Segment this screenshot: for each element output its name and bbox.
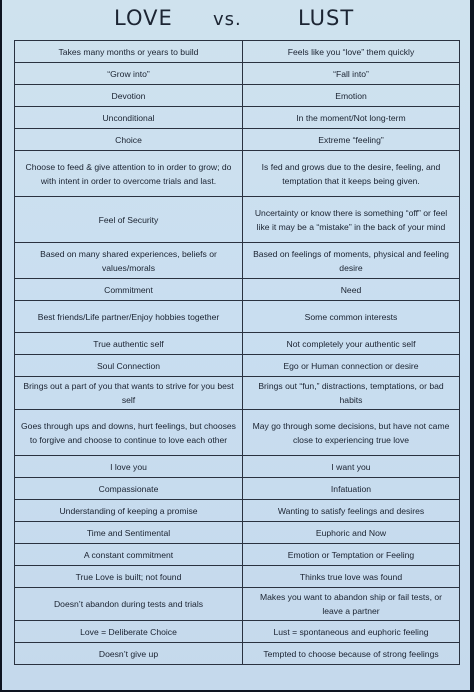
table-row	[15, 197, 460, 243]
love-cell: Brings out a part of you that wants to strive for you best self	[15, 377, 243, 410]
table-row	[15, 243, 460, 279]
love-cell: Goes through ups and downs, hurt feelings, but chooses to forgive and choose to continue to love each other	[15, 410, 243, 456]
title-row	[2, 6, 470, 42]
lust-cell: Based on feelings of moments, physical and feeling desire	[243, 243, 460, 279]
table-row	[15, 85, 460, 107]
lust-cell: Some common interests	[243, 301, 460, 333]
lust-cell: Uncertainty or know there is something “off” or feel like it may be a “mistake” in the back of your mind	[243, 197, 460, 243]
lust-cell: In the moment/Not long-term	[243, 107, 460, 129]
lust-cell: Extreme “feeling”	[243, 129, 460, 151]
love-cell: Takes many months or years to build	[15, 41, 243, 63]
lust-heading: LUST	[298, 6, 355, 30]
handout-sheet	[2, 0, 470, 690]
table-row	[15, 355, 460, 377]
love-cell: Commitment	[15, 279, 243, 301]
lust-cell: Ego or Human connection or desire	[243, 355, 460, 377]
table-row	[15, 377, 460, 410]
love-cell: A constant commitment	[15, 544, 243, 566]
love-vs-lust-table	[14, 40, 460, 665]
lust-cell: Is fed and grows due to the desire, feeling, and temptation that it keeps being given.	[243, 151, 460, 197]
table-row	[15, 279, 460, 301]
love-cell: Based on many shared experiences, beliefs or values/morals	[15, 243, 243, 279]
table-row	[15, 410, 460, 456]
versus-label: vs.	[213, 9, 242, 30]
love-cell: Unconditional	[15, 107, 243, 129]
lust-cell: Emotion or Temptation or Feeling	[243, 544, 460, 566]
table-body	[15, 41, 460, 665]
love-cell: Understanding of keeping a promise	[15, 500, 243, 522]
table-row	[15, 151, 460, 197]
table-row	[15, 301, 460, 333]
lust-cell: Feels like you “love” them quickly	[243, 41, 460, 63]
table-row	[15, 107, 460, 129]
lust-cell: Euphoric and Now	[243, 522, 460, 544]
love-cell: Choice	[15, 129, 243, 151]
love-cell: Doesn’t abandon during tests and trials	[15, 588, 243, 621]
lust-cell: “Fall into”	[243, 63, 460, 85]
lust-cell: Brings out “fun,” distractions, temptations, or bad habits	[243, 377, 460, 410]
love-cell: Love = Deliberate Choice	[15, 621, 243, 643]
lust-cell: Need	[243, 279, 460, 301]
table-row	[15, 63, 460, 85]
lust-cell: I want you	[243, 456, 460, 478]
lust-cell: Makes you want to abandon ship or fail tests, or leave a partner	[243, 588, 460, 621]
table-row	[15, 478, 460, 500]
love-cell: Best friends/Life partner/Enjoy hobbies together	[15, 301, 243, 333]
table-row	[15, 129, 460, 151]
lust-cell: Lust = spontaneous and euphoric feeling	[243, 621, 460, 643]
table-row	[15, 588, 460, 621]
love-cell: I love you	[15, 456, 243, 478]
lust-cell: Wanting to satisfy feelings and desires	[243, 500, 460, 522]
table-row	[15, 522, 460, 544]
love-cell: True authentic self	[15, 333, 243, 355]
love-cell: Feel of Security	[15, 197, 243, 243]
lust-cell: Not completely your authentic self	[243, 333, 460, 355]
table-row	[15, 621, 460, 643]
love-cell: Soul Connection	[15, 355, 243, 377]
table-row	[15, 41, 460, 63]
love-cell: Choose to feed & give attention to in order to grow; do with intent in order to overcome trials and last.	[15, 151, 243, 197]
love-cell: True Love is built; not found	[15, 566, 243, 588]
love-cell: Compassionate	[15, 478, 243, 500]
lust-cell: Tempted to choose because of strong feelings	[243, 643, 460, 665]
lust-cell: Infatuation	[243, 478, 460, 500]
lust-cell: Thinks true love was found	[243, 566, 460, 588]
lust-cell: Emotion	[243, 85, 460, 107]
lust-cell: May go through some decisions, but have not came close to experiencing true love	[243, 410, 460, 456]
table-row	[15, 333, 460, 355]
love-cell: “Grow into”	[15, 63, 243, 85]
love-cell: Doesn’t give up	[15, 643, 243, 665]
table-row	[15, 544, 460, 566]
love-heading: LOVE	[114, 6, 173, 30]
love-cell: Devotion	[15, 85, 243, 107]
love-cell: Time and Sentimental	[15, 522, 243, 544]
table-row	[15, 566, 460, 588]
table-row	[15, 500, 460, 522]
table-row	[15, 456, 460, 478]
table-row	[15, 643, 460, 665]
